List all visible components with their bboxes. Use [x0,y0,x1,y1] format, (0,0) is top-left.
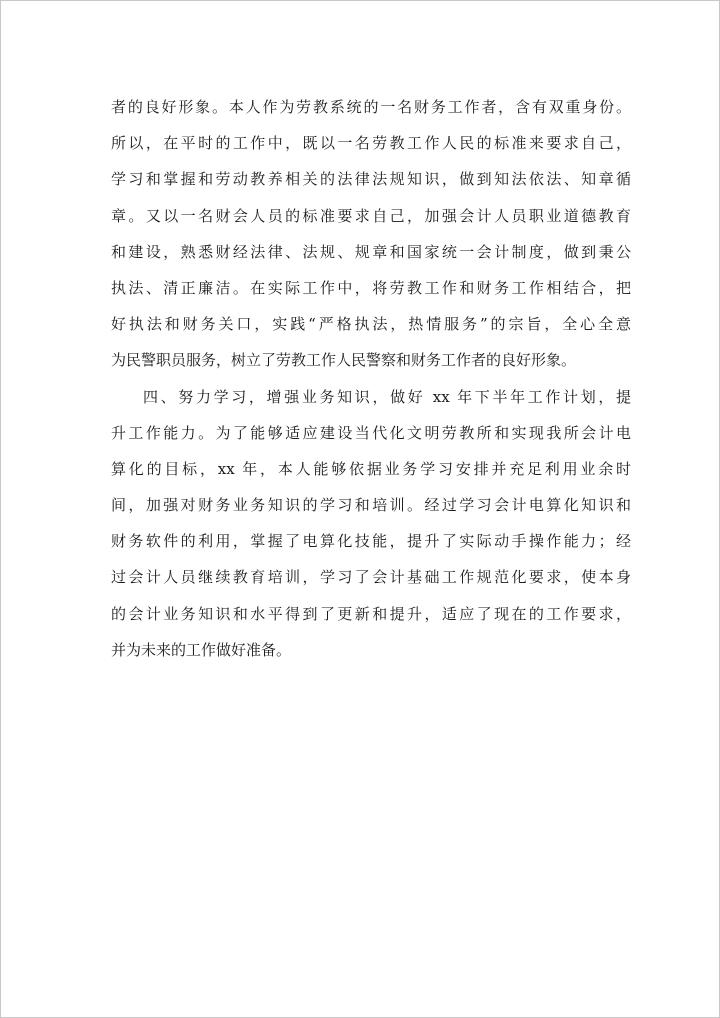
paragraph-line: 为民警职员服务，树立了劳教工作人民警察和财务工作者的良好形象。 [111,351,577,370]
paragraph-line: 好执法和财务关口，实践“严格执法，热情服务”的宗旨，全心全意 [111,315,631,334]
paragraph-line: 所以，在平时的工作中，既以一名劳教工作人民的标准来要求自己， [111,134,631,153]
paragraph-line: 并为未来的工作做好准备。 [111,640,292,659]
paragraph-line: 者的良好形象。本人作为劳教系统的一名财务工作者，含有双重身份。 [111,98,631,116]
paragraph-line: 过会计人员继续教育培训，学习了会计基础工作规范化要求，使本身 [111,568,631,587]
paragraph-line: 的会计业务知识和水平得到了更新和提升，适应了现在的工作要求， [111,604,631,623]
paragraph-line: 财务软件的利用，掌握了电算化技能，提升了实际动手操作能力；经 [111,532,631,551]
paragraph-line: 四、努力学习，增强业务知识，做好 xx 年下半年工作计划，提 [143,387,631,406]
paragraph-line: 间，加强对财务业务知识的学习和培训。经过学习会计电算化知识和 [111,496,631,515]
paragraph-line: 和建设，熟悉财经法律、法规、规章和国家统一会计制度，做到秉公 [111,242,631,261]
paragraph-line: 升工作能力。为了能够适应建设当代化文明劳教所和实现我所会计电 [111,423,631,442]
paragraph-line: 学习和掌握和劳动教养相关的法律法规知识，做到知法依法、知章循 [111,170,631,189]
paragraph-line: 执法、清正廉洁。在实际工作中，将劳教工作和财务工作相结合，把 [111,278,631,297]
paragraph-line: 章。又以一名财会人员的标准要求自己，加强会计人员职业道德教育 [111,206,631,225]
paragraph-line: 算化的目标，xx 年，本人能够依据业务学习安排并充足利用业余时 [111,459,631,478]
document-body [111,89,631,668]
